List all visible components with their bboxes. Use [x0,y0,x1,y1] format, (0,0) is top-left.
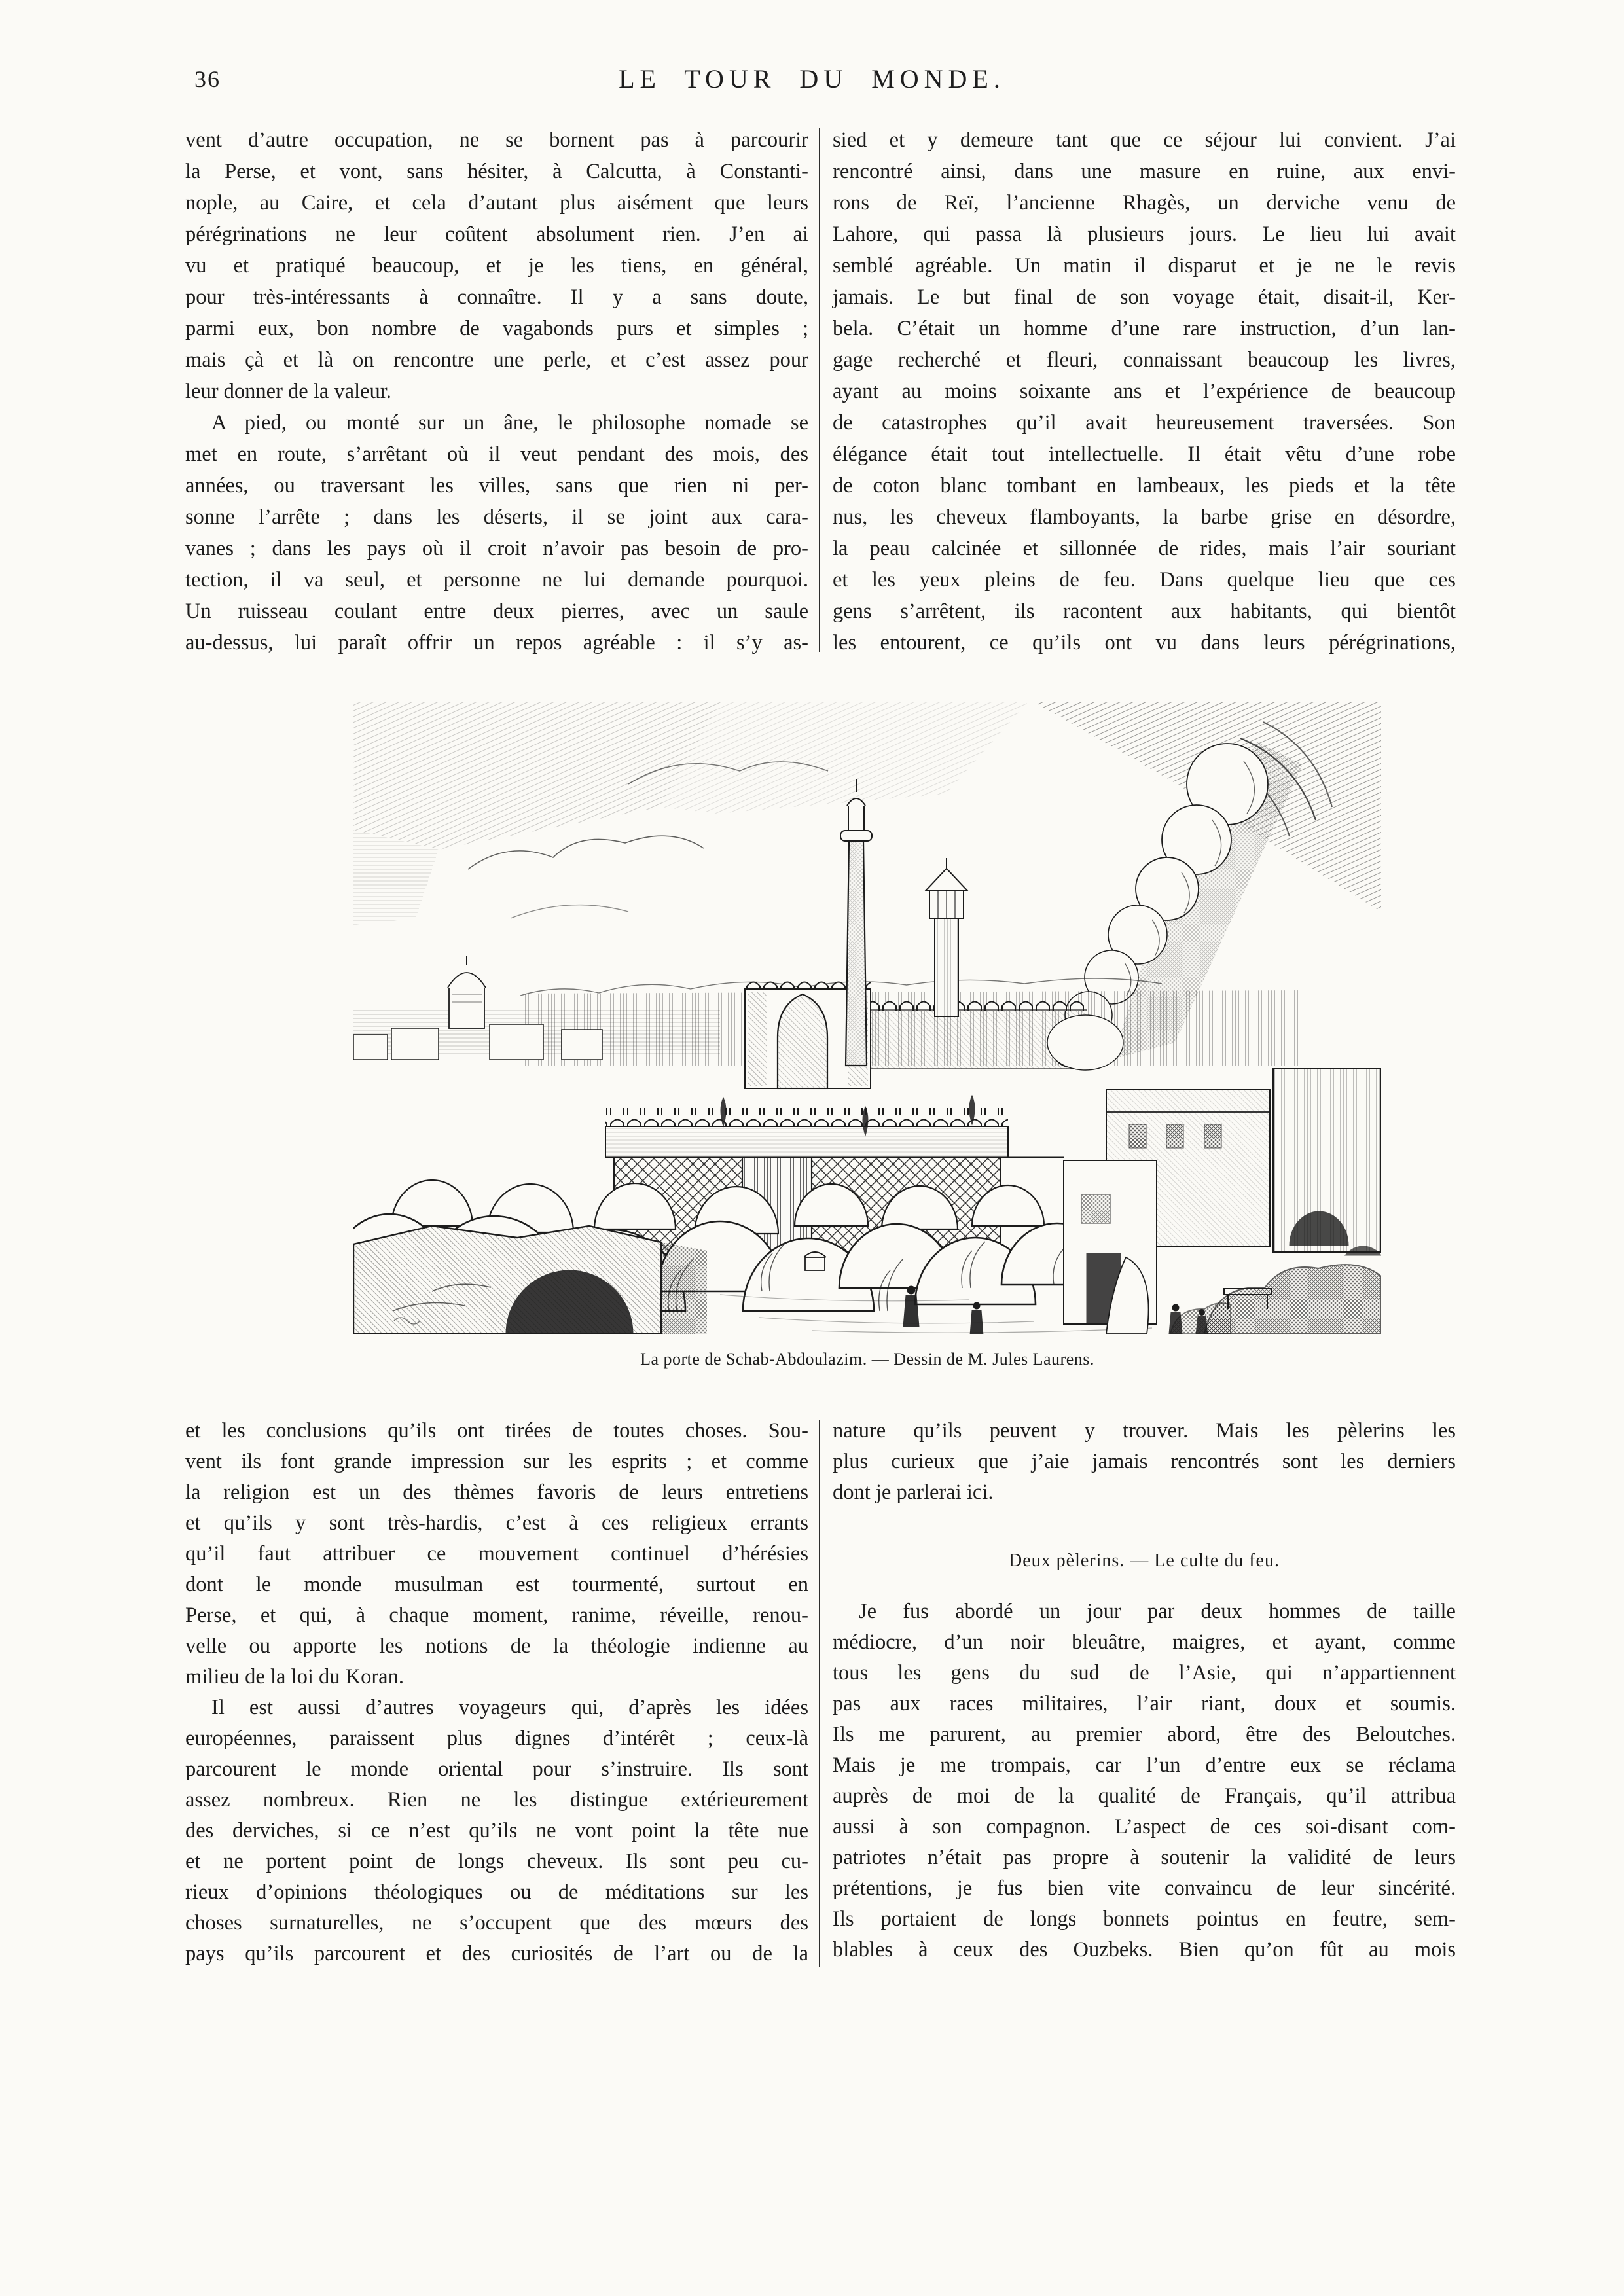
section-heading: Deux pèlerins. — Le culte du feu. [1009,1551,1280,1571]
page-number: 36 [194,66,221,92]
text-line: bela. C’était un homme d’une rare instruction, d’un lan- [833,317,1456,340]
text-line: milieu de la loi du Koran. [185,1665,404,1689]
text-line: A pied, ou monté sur un âne, le philosophe nomade se [211,411,808,435]
text-line: mais çà et là on rencontre une perle, et c’est assez pour [185,348,808,372]
text-line: et ne portent point de longs cheveux. Ils sont peu cu- [185,1850,808,1873]
text-column-top-left [185,124,808,658]
journal-title: LE TOUR DU MONDE. [619,64,1005,94]
text-line: élégance était tout intellectuelle. Il était vêtu d’une robe [833,442,1456,466]
paragraph-before-heading [833,1416,1456,1508]
text-line: pérégrinations ne leur coûtent absolument rien. J’en ai [185,223,808,246]
text-line: Ils me parurent, au premier abord, être des Beloutches. [833,1723,1456,1746]
text-line: sied et y demeure tant que ce séjour lui convient. J’ai [833,128,1456,152]
text-line: assez nombreux. Rien ne les distingue extérieurement [185,1788,808,1812]
text-column-bottom-left [185,1416,808,1969]
tomb-tower [448,956,486,1028]
text-line: la peau calcinée et sillonnée de rides, mais l’air souriant [833,537,1456,560]
text-line: nus, les cheveux flamboyants, la barbe grise en désordre, [833,505,1456,529]
text-line: pays qu’ils parcourent et des curiosités de l’art ou de la [185,1942,808,1965]
text-line: des derviches, si ce n’est qu’ils ne vont point la tête nue [185,1819,808,1842]
text-line: gage recherché et fleuri, connaissant beaucoup les livres, [833,348,1456,372]
paragraph-after-heading [833,1596,1456,1965]
text-line: années, ou traversant les villes, sans que rien ni per- [185,474,808,497]
text-line: rencontré ainsi, dans une masure en ruine, aux envi- [833,160,1456,183]
text-column-bottom-right [833,1416,1456,1965]
text-line: parmi eux, bon nombre de vagabonds purs et simples ; [185,317,808,340]
text-line: Ils portaient de longs bonnets pointus en feutre, sem- [833,1907,1456,1931]
text-line: jamais. Le but final de son voyage était, disait-il, Ker- [833,285,1456,309]
rear-wall [871,998,1123,1070]
text-line: Mais je me trompais, car l’un d’entre eux se réclama [833,1753,1456,1777]
text-line: velle ou apporte les notions de la théologie indienne au [185,1634,808,1658]
text-line: dont je parlerai ici. [833,1480,994,1504]
text-line: nople, au Caire, et cela d’autant plus aisément que leurs [185,191,808,215]
text-line: parcourent le monde oriental pour s’instruire. Ils sont [185,1757,808,1781]
text-line: Il est aussi d’autres voyageurs qui, d’après les idées [211,1696,808,1719]
text-line: plus curieux que j’aie jamais rencontrés sont les derniers [833,1450,1456,1473]
text-column-top-right [833,124,1456,658]
text-line: sonne l’arrête ; dans les déserts, il se joint aux cara- [185,505,808,529]
text-line: et les yeux pleins de feu. Dans quelque lieu que ces [833,568,1456,592]
text-line: rieux d’opinions théologiques ou de méditations sur les [185,1880,808,1904]
text-line: qu’il faut attribuer ce mouvement continuel d’hérésies [185,1542,808,1566]
text-line: pour très-intéressants à connaître. Il y a sans doute, [185,285,808,309]
text-line: de coton blanc tombant en lambeaux, les pieds et la tête [833,474,1456,497]
text-line: dont le monde musulman est tourmenté, surtout en [185,1573,808,1596]
text-line: ayant au moins soixante ans et l’expérience de beaucoup [833,380,1456,403]
text-line: patriotes n’était pas propre à soutenir la validité de leurs [833,1846,1456,1869]
text-line: de catastrophes qu’il avait heureusement traversées. Son [833,411,1456,435]
text-line: la religion est un des thèmes favoris de leurs entretiens [185,1480,808,1504]
text-line: choses surnaturelles, ne s’occupent que des mœurs des [185,1911,808,1935]
column-divider-bottom [819,1420,820,1967]
text-line: met en route, s’arrêtant où il veut pendant des mois, des [185,442,808,466]
text-line: tous les gens du sud de l’Asie, qui n’appartiennent [833,1661,1456,1685]
text-line: semblé agréable. Un matin il disparut et je ne le revis [833,254,1456,278]
text-line: pas aux races militaires, l’air riant, doux et soumis. [833,1692,1456,1715]
text-line: Perse, et qui, à chaque moment, ranime, réveille, renou- [185,1604,808,1627]
text-line: prétentions, je fus bien vite convaincu de leur sincérité. [833,1876,1456,1900]
shop-building [1064,1160,1157,1334]
text-line: vent d’autre occupation, ne se bornent pas à parcourir [185,128,808,152]
text-line: auprès de moi de la qualité de Français, qu’il attribua [833,1784,1456,1808]
text-line: vanes ; dans les pays où il croit n’avoir pas besoin de pro- [185,537,808,560]
engraving-illustration [353,702,1381,1334]
column-divider-top [819,128,820,652]
text-line: européennes, paraissent plus dignes d’intérêt ; ceux-là [185,1727,808,1750]
city-gate-wall [605,1096,1064,1255]
text-line: nature qu’ils peuvent y trouver. Mais les pèlerins les [833,1419,1456,1443]
text-line: tection, il va seul, et personne ne lui demande pourquoi. [185,568,808,592]
text-line: la Perse, et vont, sans hésiter, à Calcutta, à Constanti- [185,160,808,183]
text-line: vent ils font grande impression sur les esprits ; et comme [185,1450,808,1473]
illustration-caption: La porte de Schab-Abdoulazim. — Dessin de M. Jules Laurens. [640,1350,1094,1369]
text-line: au-dessus, lui paraît offrir un repos agréable : il s’y as- [185,631,808,655]
text-line: aussi à son compagnon. L’aspect de ces soi-disant com- [833,1815,1456,1839]
text-line: leur donner de la valeur. [185,380,391,403]
text-line: médiocre, d’un noir bleuâtre, maigres, et ayant, comme [833,1630,1456,1654]
ruin-arch [353,1226,707,1334]
engraving-scene [353,702,1381,1334]
text-line: blables à ceux des Ouzbeks. Bien qu’on fût au mois [833,1938,1456,1962]
text-line: et les conclusions qu’ils ont tirées de toutes choses. Sou- [185,1419,808,1443]
text-line: rons de Reï, l’ancienne Rhagès, un derviche venu de [833,191,1456,215]
text-line: et qu’ils y sont très-hardis, c’est à ces religieux errants [185,1511,808,1535]
text-line: gens s’arrêtent, ils racontent aux habitants, qui bientôt [833,600,1456,623]
text-line: Lahore, qui passa là plusieurs jours. Le lieu lui avait [833,223,1456,246]
text-line: vu et pratiqué beaucoup, et je les tiens, en général, [185,254,808,278]
text-line: Je fus abordé un jour par deux hommes de taille [859,1600,1456,1623]
text-line: les entourent, ce qu’ils ont vu dans leurs pérégrinations, [833,631,1456,655]
text-line: Un ruisseau coulant entre deux pierres, avec un saule [185,600,808,623]
